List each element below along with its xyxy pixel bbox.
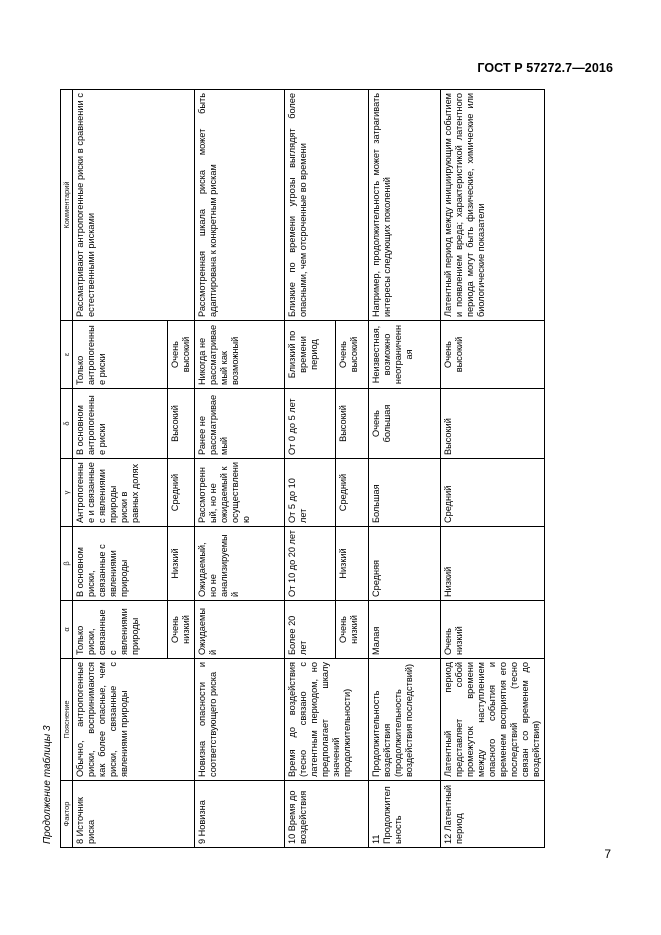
header-factor: Фактор (61, 781, 73, 848)
header-delta: δ (61, 389, 73, 459)
alpha-cell: Ожидаемый (195, 601, 285, 659)
gamma-cell: Антропогенные и связанные с явлениями природы риски в равных долях (73, 459, 168, 527)
beta-cell: Ожидаемый, но не анализируемый (195, 527, 285, 601)
epsilon-cell: Близкий по времени период (285, 321, 336, 389)
risk-factor-table (60, 89, 545, 848)
explanation-cell: Латентный период представляет собой промежуток времени между наступлением опасного события и временем восприятия его последствий (тесно связан со временем до воздействия) (441, 659, 545, 781)
factor-cell: 9 Новизна (195, 781, 285, 848)
page-number: 7 (604, 847, 611, 861)
delta-level-cell: Высокий (168, 389, 195, 459)
beta-cell: В основном риски, связанные с явлениями природы (73, 527, 168, 601)
epsilon-level-cell: Очень высокий (168, 321, 195, 389)
gamma-cell: Средний (441, 459, 545, 527)
explanation-cell: Новизна опасности и соответствующего риска (195, 659, 285, 781)
factor-cell: 10 Время до воздействия (285, 781, 369, 848)
table-header-row (61, 90, 73, 848)
table-row (369, 90, 441, 848)
gamma-level-cell: Средний (336, 459, 369, 527)
beta-cell: От 10 до 20 лет (285, 527, 336, 601)
delta-cell: От 0 до 5 лет (285, 389, 336, 459)
table-row (195, 90, 285, 848)
comment-cell: Рассматривают антропогенные риски в сравнении с естественными рисками (73, 90, 195, 321)
beta-level-cell: Низкий (168, 527, 195, 601)
explanation-cell: Обычно, антропогенные риски, воспринимаются как более опасные, чем риски, связанные с явлениями природы (73, 659, 195, 781)
epsilon-cell: Неизвестная, возможно неограниченная (369, 321, 441, 389)
header-gamma: γ (61, 459, 73, 527)
gamma-cell: Рассмотренный, но не ожидаемый к осуществлению (195, 459, 285, 527)
factor-cell: 8 Источник риска (73, 781, 195, 848)
header-epsilon: ε (61, 321, 73, 389)
explanation-cell: Продолжительность воздействия (продолжительность воздействия последствий) (369, 659, 441, 781)
comment-cell: Например, продолжительность может затрагивать интересы следующих поколений (369, 90, 441, 321)
comment-cell: Рассмотренная шкала риска может быть адаптирована к конкретным рискам (195, 90, 285, 321)
beta-cell: Низкий (441, 527, 545, 601)
delta-cell: Высокий (441, 389, 545, 459)
alpha-cell: Только риски, связанные с явлениями природы (73, 601, 168, 659)
explanation-cell: Время до воздействия (тесно связано с латентным периодом, но предполагает шкалу значений продолжительности) (285, 659, 369, 781)
rotated-table-area (40, 90, 541, 848)
alpha-cell: Очень низкий (441, 601, 545, 659)
header-explanation: Пояснение (61, 659, 73, 781)
beta-cell: Средняя (369, 527, 441, 601)
delta-cell: Очень большая (369, 389, 441, 459)
header-comment: Комментарий (61, 90, 73, 321)
header-alpha: α (61, 601, 73, 659)
delta-cell: В основном антропогенные риски (73, 389, 168, 459)
factor-cell: 12 Латентный период (441, 781, 545, 848)
epsilon-cell: Только антропогенные риски (73, 321, 168, 389)
table-row (441, 90, 545, 848)
comment-cell: Близкие по времени угрозы выглядят более опасными, чем отсроченные во времени (285, 90, 369, 321)
epsilon-cell: Очень высокий (441, 321, 545, 389)
epsilon-level-cell: Очень высокий (336, 321, 369, 389)
delta-level-cell: Высокий (336, 389, 369, 459)
alpha-cell: Более 20 лет (285, 601, 336, 659)
beta-level-cell: Низкий (336, 527, 369, 601)
alpha-cell: Малая (369, 601, 441, 659)
delta-cell: Ранее не рассматриваемый (195, 389, 285, 459)
factor-cell: 11 Продолжительность (369, 781, 441, 848)
header-beta: β (61, 527, 73, 601)
gamma-level-cell: Средний (168, 459, 195, 527)
table-row (285, 90, 336, 848)
alpha-level-cell: Очень низкий (336, 601, 369, 659)
gamma-cell: От 5 до 10 лет (285, 459, 336, 527)
table-row (73, 90, 168, 848)
table-continuation-caption: Продолжение таблицы 3 (42, 725, 53, 844)
gamma-cell: Большая (369, 459, 441, 527)
document-code: ГОСТ Р 57272.7—2016 (477, 61, 613, 75)
epsilon-cell: Никогда не рассматриваемый как возможный (195, 321, 285, 389)
comment-cell: Латентный период между инициирующим событием и появлением вреда; характеристикой латентного периода могут быть физические, химические или биологические показатели (441, 90, 545, 321)
alpha-level-cell: Очень низкий (168, 601, 195, 659)
